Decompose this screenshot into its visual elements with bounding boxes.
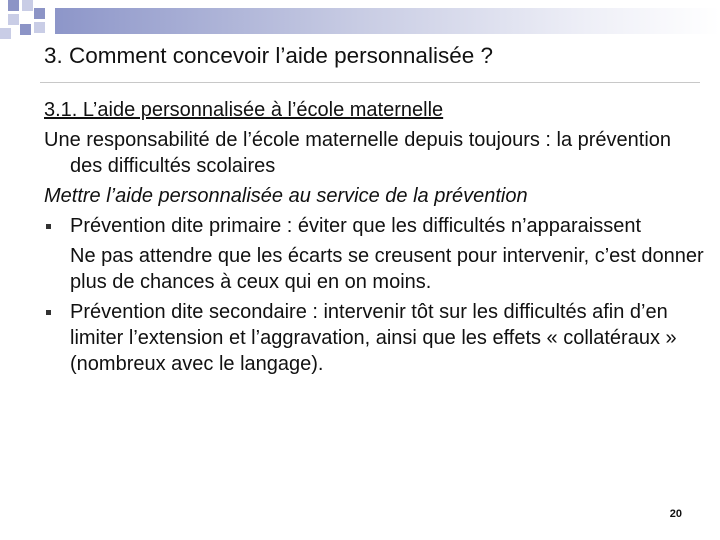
bullet-continuation: Ne pas attendre que les écarts se creusent pour intervenir, c’est donner plus de chances à ceux qui en on moins. — [70, 245, 704, 293]
decorative-square — [8, 14, 19, 25]
bullet-item-secondary — [44, 299, 704, 377]
decorative-square — [20, 24, 31, 35]
bullet-text: Prévention dite secondaire : intervenir tôt sur les difficultés afin d’en limiter l’extension et l’aggravation, ainsi que les effets « collatéraux » (nombreux avec le langage). — [70, 301, 677, 375]
intro-paragraph: Une responsabilité de l’école maternelle depuis toujours : la prévention des difficultés scolaires — [44, 129, 672, 177]
decorative-square — [8, 0, 19, 11]
decorative-square — [22, 0, 33, 11]
slide-title: 3. Comment concevoir l’aide personnalisée ? — [44, 43, 493, 68]
bullet-item-primary — [44, 213, 704, 295]
page-number: 20 — [669, 508, 682, 520]
square-bullet-icon — [46, 224, 51, 229]
bullet-text: Prévention dite primaire : éviter que les difficultés n’apparaissent — [70, 215, 642, 237]
square-bullet-icon — [46, 310, 51, 315]
slide-body — [44, 97, 704, 381]
subheading: 3.1. L’aide personnalisée à l’école maternelle — [44, 99, 444, 121]
decorative-square — [34, 22, 45, 33]
header-gradient-bar — [55, 8, 720, 34]
decorative-square — [0, 28, 11, 39]
decorative-square — [34, 8, 45, 19]
title-divider — [40, 82, 700, 83]
emphasis-line: Mettre l’aide personnalisée au service de la prévention — [44, 185, 528, 207]
